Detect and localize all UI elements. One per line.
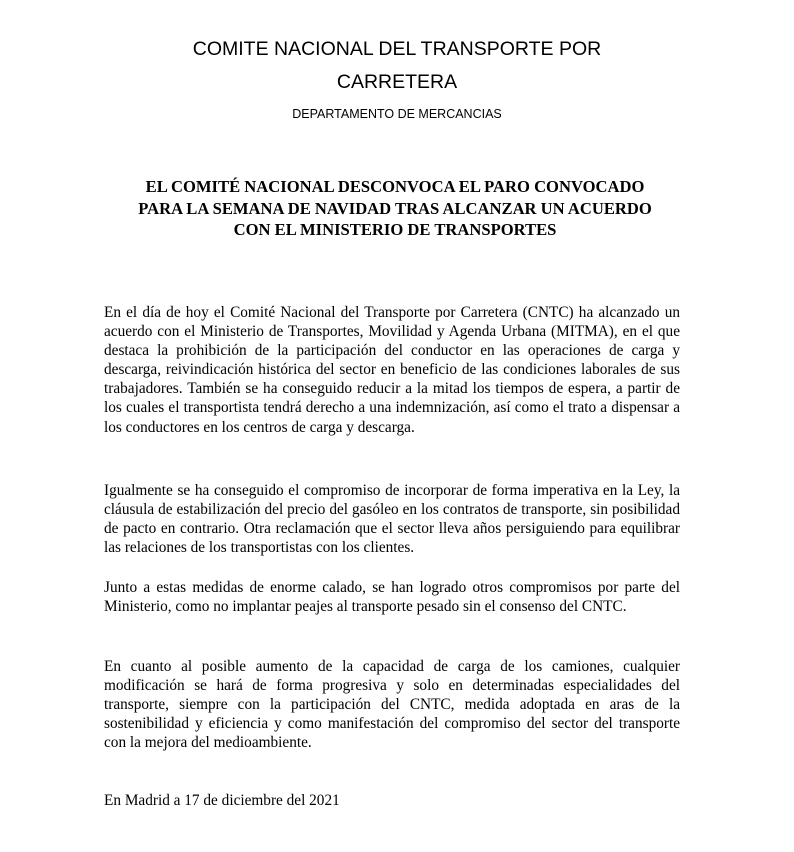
place-date-signoff: En Madrid a 17 de diciembre del 2021 (104, 792, 340, 809)
department-subtitle: DEPARTAMENTO DE MERCANCIAS (292, 107, 502, 121)
organization-title: COMITE NACIONAL DEL TRANSPORTE POR CARRETERA (192, 38, 602, 93)
body-paragraph-4: En cuanto al posible aumento de la capacidad de carga de los camiones, cualquier modificación se hará de forma progresiva y solo en determinadas especialidades del transporte, siempre con la participación del CNTC, medida adoptada en aras de la sostenibilidad y eficiencia y como manifestación del compromiso del sector del transporte con la mejora del medioambiente. (104, 658, 680, 752)
body-paragraph-3: Junto a estas medidas de enorme calado, se han logrado otros compromisos por parte del Ministerio, como no implantar peajes al transporte pesado sin el consenso del CNTC. (104, 579, 680, 616)
body-paragraph-1: En el día de hoy el Comité Nacional del Transporte por Carretera (CNTC) ha alcanzado un acuerdo con el Ministerio de Transportes, Movilidad y Agenda Urbana (MITMA), en el que destaca la prohibición de la participación del conductor en las operaciones de carga y descarga, reivindicación histórica del sector en beneficio de las condiciones laborales de sus trabajadores. También se ha conseguido reducir a la mitad los tiempos de espera, a partir de los cuales el transportista tendrá derecho a una indemnización, así como el trato a dispensar a los conductores en los centros de carga y descarga. (104, 304, 680, 436)
press-release-headline: EL COMITÉ NACIONAL DESCONVOCA EL PARO CONVOCADO PARA LA SEMANA DE NAVIDAD TRAS ALCANZAR UN ACUERDO CON EL MINISTERIO DE TRANSPORTES (138, 177, 652, 239)
body-paragraph-2: Igualmente se ha conseguido el compromiso de incorporar de forma imperativa en la Ley, la cláusula de estabilización del precio del gasóleo en los contratos de transporte, sin posibilidad de pacto en contrario. Otra reclamación que el sector lleva años persiguiendo para equilibrar las relaciones de los transportistas con los clientes. (104, 482, 680, 557)
